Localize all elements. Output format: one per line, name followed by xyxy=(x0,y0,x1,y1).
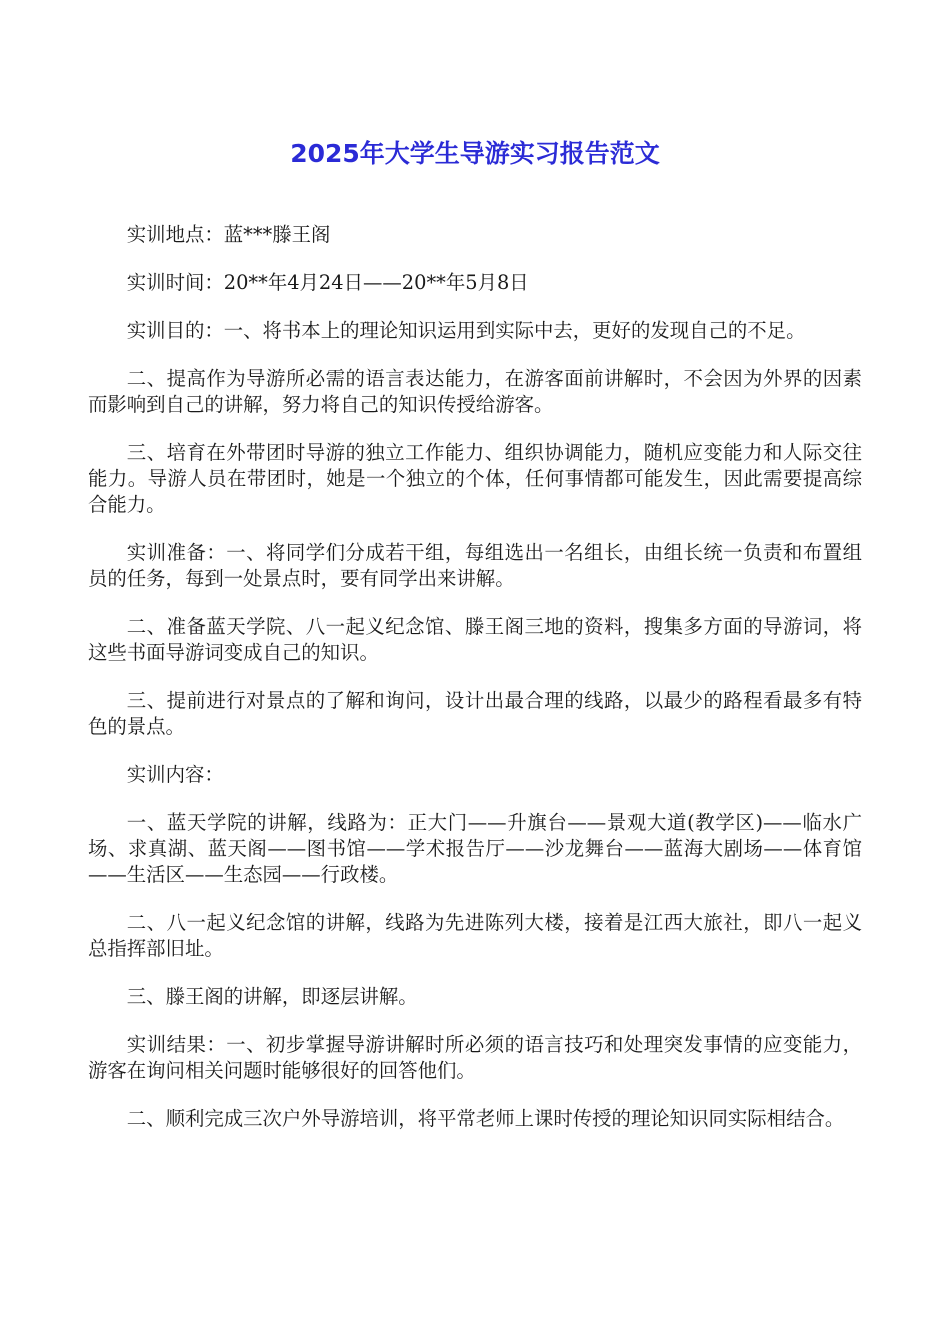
paragraph-location: 实训地点：蓝***滕王阁 xyxy=(126,223,331,246)
paragraph-preparation-3: 三、提前进行对景点的了解和询问，设计出最合理的线路，以最少的路程看最多有特色的景点。 xyxy=(88,689,862,738)
paragraph-purpose-3: 三、培育在外带团时导游的独立工作能力、组织协调能力，随机应变能力和人际交往能力。导游人员在带团时，她是一个独立的个体，任何事情都可能发生，因此需要提高综合能力。 xyxy=(88,441,862,516)
document-title: 2025年大学生导游实习报告范文 xyxy=(290,139,660,168)
paragraph-purpose-1: 实训目的：一、将书本上的理论知识运用到实际中去，更好的发现自己的不足。 xyxy=(126,319,806,342)
document-body xyxy=(88,222,862,1154)
paragraph-content-2: 二、八一起义纪念馆的讲解，线路为先进陈列大楼，接着是江西大旅社，即八一起义总指挥部旧址。 xyxy=(88,911,862,960)
paragraph-result-2: 二、顺利完成三次户外导游培训，将平常老师上课时传授的理论知识同实际相结合。 xyxy=(126,1107,845,1130)
paragraph-preparation-1: 实训准备：一、将同学们分成若干组，每组选出一名组长，由组长统一负责和布置组员的任务，每到一处景点时，要有同学出来讲解。 xyxy=(88,541,862,590)
paragraph-time: 实训时间：20**年4月24日——20**年5月8日 xyxy=(126,271,529,294)
paragraph-content-3: 三、滕王阁的讲解，即逐层讲解。 xyxy=(126,985,418,1008)
paragraph-content-1: 一、蓝天学院的讲解，线路为：正大门——升旗台——景观大道(教学区)——临水广场、求真湖、蓝天阁——图书馆——学术报告厅——沙龙舞台——蓝海大剧场——体育馆——生活区——生态园——行政楼。 xyxy=(88,811,862,886)
paragraph-preparation-2: 二、准备蓝天学院、八一起义纪念馆、滕王阁三地的资料，搜集多方面的导游词，将这些书面导游词变成自己的知识。 xyxy=(88,615,862,664)
paragraph-result-1: 实训结果：一、初步掌握导游讲解时所必须的语言技巧和处理突发事情的应变能力，游客在询问相关问题时能够很好的回答他们。 xyxy=(88,1033,862,1082)
paragraph-content-heading: 实训内容： xyxy=(126,763,224,786)
paragraph-purpose-2: 二、提高作为导游所必需的语言表达能力，在游客面前讲解时，不会因为外界的因素而影响到自己的讲解，努力将自己的知识传授给游客。 xyxy=(88,367,862,416)
